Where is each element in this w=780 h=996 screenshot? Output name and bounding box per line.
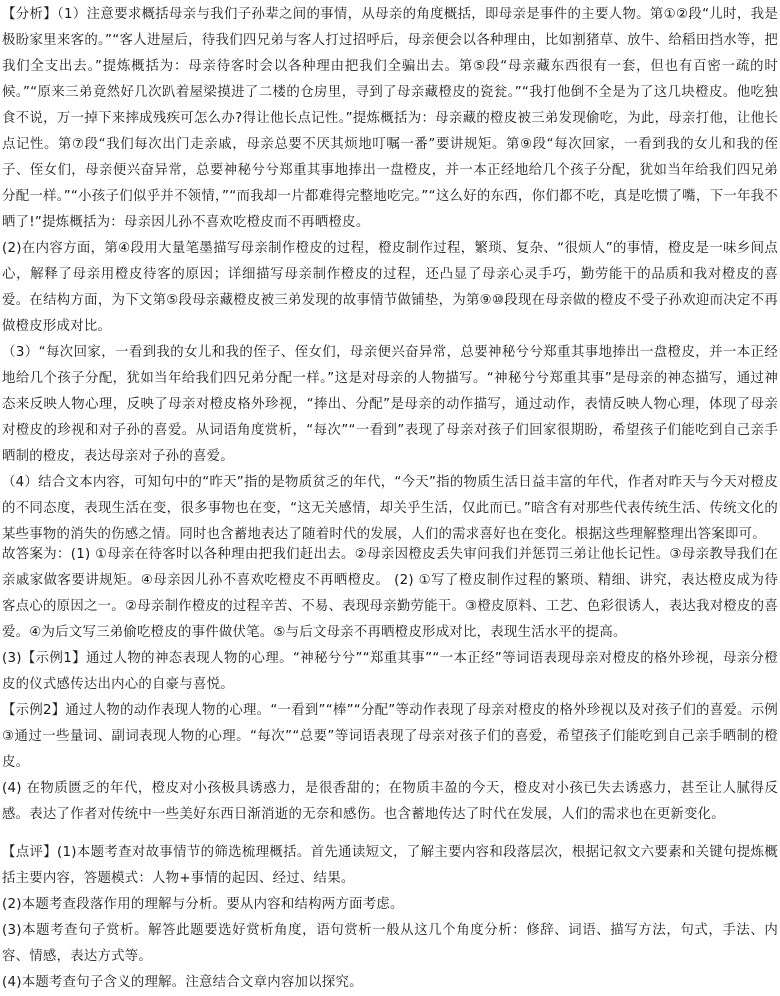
analysis-part-2: (2)在内容方面，第④段用大量笔墨描写母亲制作橙皮的过程，橙皮制作过程，繁琐、复杂、“很烦人”的事情，橙皮是一味乡间点心，解释了母亲用橙皮待客的原因；详细描写母亲制作橙皮的过程，还凸显了母亲心灵手巧，勤劳能干的品质和我对橙皮的喜爱。在结构方面，为下文第⑤段母亲藏橙皮被三弟发现的故事情节做铺垫，为第⑨⑩段现在母亲做的橙皮不受子孙欢迎而决定不再做橙皮形成对比。 [2, 241, 778, 334]
answer-part-3-example-2: 【示例2】通过人物的动作表现人物的心理。“一看到”“棒”“分配”等动作表现了母亲对橙皮的格外珍视以及对孩子们的喜爱。示例③通过一些量词、副词表现人物的心理。“每次”“总要”等词语表现了母亲对孩子们的喜爱，希望孩子们能吃到自己亲手晒制的橙皮。 [2, 703, 778, 770]
answer-section [0, 542, 780, 828]
answer-part-1-2: 故答案为：(1) ①母亲在待客时以各种理由把我们赶出去。②母亲因橙皮丢失审问我们并惩罚三弟让他长记性。③母亲教导我们在亲戚家做客要讲规矩。④母亲因儿孙不喜欢吃橙皮不再晒橙皮。 (2) ①写了橙皮制作过程的繁琐、精细、讲究，表达橙皮成为待客点心的原因之一。②母亲制作橙皮的过程辛苦、不易、表现母亲勤劳能干。③橙皮原料、工艺、色彩很诱人，表达我对橙皮的喜爱。④为后文写三弟偷吃橙皮的事件做伏笔。⑤与后文母亲不再晒橙皮形成对比，表现生活水平的提高。 [2, 547, 778, 640]
review-section [0, 840, 780, 996]
review-part-3: (3)本题考查句子赏析。解答此题要选好赏析角度，语句赏析一般从这几个角度分析：修辞、词语、描写方法，句式，手法、内容、情感，表达方式等。 [2, 923, 778, 964]
analysis-part-1: 【分析】（1）注意要求概括母亲与我们子孙辈之间的事情，从母亲的角度概括，即母亲是事件的主要人物。第①②段“儿时，我是极盼家里来客的。”“客人进屋后，待我们四兄弟与客人打过招呼后，母亲便会以各种理由，比如割猪草、放牛、给稻田挡水等，把我们全支出去。”提炼概括为：母亲待客时会以各种理由把我们全骗出去。第⑤段“母亲藏东西很有一套，但也有百密一疏的时候。”“原来三弟竟然好几次趴着屋梁摸进了二楼的仓房里，寻到了母亲藏橙皮的瓷瓮。”“我打他倒不全是为了这几块橙皮。他吃独食不说，万一掉下来摔成残疾可怎么办?得让他长点记性。”提炼概括为：母亲藏的橙皮被三弟发现偷吃，为此，母亲打他，让他长点记性。第⑦段“我们每次出门走亲戚，母亲总要不厌其烦地叮嘱一番”要讲规矩。第⑨段“每次回家，一看到我的女儿和我的侄子、侄女们，母亲便兴奋异常，总要神秘兮兮郑重其事地捧出一盘橙皮，并一本正经地给几个孩子分配，犹如当年给我们四兄弟分配一样。”“小孩子们似乎并不领情，”“而我却一片都难得完整地吃完。”“这么好的东西，你们都不吃，真是吃惯了嘴，下一年我不晒了!”提炼概括为：母亲因儿孙不喜欢吃橙皮而不再晒橙皮。 [2, 7, 778, 230]
analysis-part-3: （3）“每次回家，一看到我的女儿和我的侄子、侄女们，母亲便兴奋异常，总要神秘兮兮郑重其事地捧出一盘橙皮，并一本正经地给几个孩子分配，犹如当年给我们四兄弟分配一样。”这是对母亲的人物描写。“神秘兮兮郑重其事”是母亲的神态描写，通过神态来反映人物心理，反映了母亲对橙皮格外珍视，“捧出、分配”是母亲的动作描写，通过动作，表情反映人物心理，体现了母亲对橙皮的珍视和对子孙的喜爱。从词语角度赏析，“每次”“一看到”表现了母亲对孩子们回家很期盼，希望孩子们能吃到自己亲手晒制的橙皮，表达母亲对子孙的喜爱。 [2, 345, 778, 464]
analysis-section [0, 2, 780, 548]
answer-part-3-example-1: (3)【示例1】通过人物的神态表现人物的心理。“神秘兮兮”“郑重其事”“一本正经”等词语表现母亲对橙皮的格外珍视，母亲分橙皮的仪式感传达出内心的自豪与喜悦。 [2, 651, 778, 692]
review-part-1: 【点评】(1)本题考查对故事情节的筛选梳理概括。首先通读短文，了解主要内容和段落层次，根据记叙文六要素和关键句提炼概括主要内容，答题模式：人物+事情的起因、经过、结果。 [2, 845, 778, 886]
review-part-2: (2)本题考查段落作用的理解与分析。要从内容和结构两方面考虑。 [2, 897, 404, 912]
analysis-part-4: （4）结合文本内容，可知句中的“昨天”指的是物质贫乏的年代，“今天”指的物质生活日益丰富的年代，作者对昨天与今天对橙皮的不同态度，表现生活在变，很多事物也在变，“这无关感情，却关乎生活，仅此而已。”暗含有对那些代表传统生活、传统文化的某些事物的消失的伤感之情。同时也含蓄地表达了随着时代的发展，人们的需求喜好也在变化。根据这些理解整理出答案即可。 [2, 475, 778, 542]
review-part-4: (4)本题考查句子含义的理解。注意结合文章内容加以探究。 [2, 975, 363, 990]
answer-part-4: (4) 在物质匮乏的年代，橙皮对小孩极具诱惑力，是很香甜的；在物质丰盈的今天，橙皮对小孩已失去诱惑力，甚至让人腻得反感。表达了作者对传统中一些美好东西日渐消逝的无奈和感伤。也含蓄地传达了时代在发展，人们的需求也在更新变化。 [2, 781, 778, 822]
